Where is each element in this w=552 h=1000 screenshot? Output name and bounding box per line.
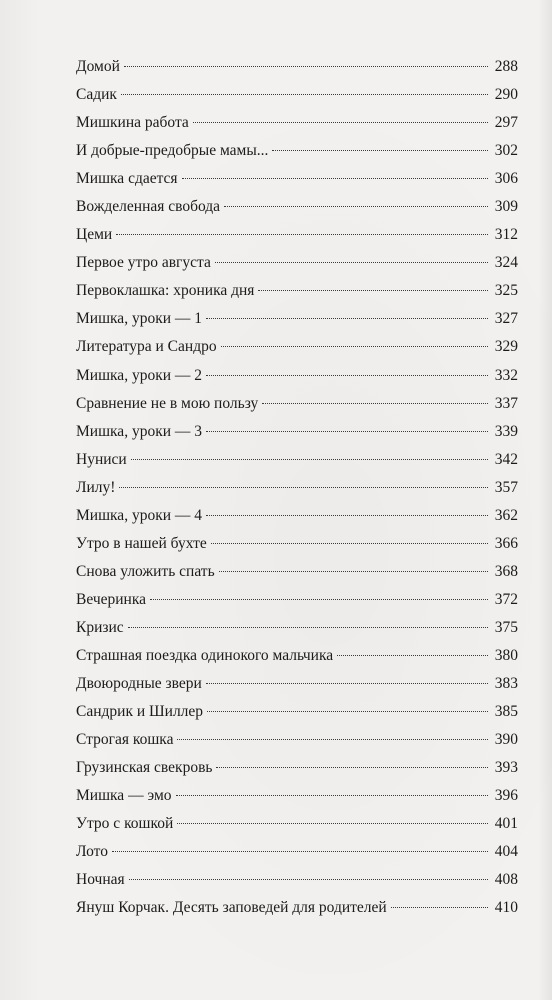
toc-entry-page: 339 (494, 422, 518, 440)
toc-entry (76, 474, 518, 502)
toc-entry (76, 446, 518, 474)
toc-entry-title: Домой (76, 58, 120, 75)
toc-entry (76, 333, 518, 361)
toc-entry (76, 782, 518, 810)
toc-entry-title: Ночная (76, 871, 125, 889)
toc-entry-page: 332 (494, 366, 518, 384)
toc-leader-dots (150, 599, 488, 600)
toc-entry (76, 810, 518, 838)
toc-leader-dots (207, 711, 488, 712)
toc-entry-title: Страшная поездка одинокого мальчика (76, 646, 334, 664)
toc-entry-page: 404 (494, 843, 518, 861)
toc-entry-title: Лилу! (76, 478, 116, 496)
toc-entry-title: Мишкина работа (76, 114, 189, 132)
toc-leader-dots (221, 346, 488, 347)
toc-entry-page: 309 (494, 198, 518, 216)
toc-entry-title: Садик (76, 86, 117, 104)
toc-entry (76, 838, 518, 866)
toc-entry (76, 670, 518, 698)
toc-leader-dots (176, 795, 488, 796)
toc-leader-dots (206, 318, 488, 319)
toc-entry-title: Сандрик и Шиллер (76, 703, 204, 721)
toc-entry (76, 754, 518, 782)
toc-leader-dots (224, 206, 488, 207)
toc-entry-title: Утро с кошкой (76, 815, 174, 833)
toc-entry-page: 383 (494, 675, 518, 693)
toc-entry (76, 698, 518, 726)
toc-entry (76, 502, 518, 530)
toc-entry-page: 312 (494, 226, 518, 244)
toc-leader-dots (391, 907, 488, 908)
toc-leader-dots (206, 515, 488, 516)
toc-entry (76, 221, 518, 249)
toc-entry-title: Мишка — эмо (76, 787, 172, 805)
toc-entry-title: Вечеринка (76, 590, 147, 608)
toc-entry-page: 329 (494, 338, 518, 356)
toc-entry-page: 372 (494, 590, 518, 608)
toc-entry (76, 109, 518, 137)
toc-entry-page: 288 (494, 58, 518, 75)
toc-entry-page: 325 (494, 282, 518, 300)
toc-leader-dots (131, 459, 488, 460)
toc-leader-dots (129, 879, 488, 880)
toc-leader-dots (177, 739, 488, 740)
toc-entry (76, 418, 518, 446)
toc-entry (76, 894, 518, 922)
toc-entry-page: 368 (494, 562, 518, 580)
toc-entry (76, 137, 518, 165)
toc-leader-dots (116, 234, 488, 235)
toc-leader-dots (215, 262, 488, 263)
toc-entry (76, 390, 518, 418)
toc-entry (76, 277, 518, 305)
toc-entry-page: 297 (494, 114, 518, 132)
toc-leader-dots (211, 543, 488, 544)
table-of-contents (76, 53, 518, 922)
toc-entry-page: 357 (494, 478, 518, 496)
toc-entry (76, 586, 518, 614)
toc-entry (76, 614, 518, 642)
toc-entry-title: И добрые-предобрые мамы... (76, 142, 269, 160)
toc-leader-dots (182, 178, 488, 179)
toc-entry-title: Вожделенная свобода (76, 198, 221, 216)
toc-entry-title: Грузинская свекровь (76, 759, 213, 777)
toc-leader-dots (219, 571, 488, 572)
toc-entry-title: Утро в нашей бухте (76, 534, 207, 552)
toc-entry-title: Строгая кошка (76, 731, 174, 749)
toc-entry-title: Литература и Сандро (76, 338, 217, 356)
toc-entry-page: 327 (494, 310, 518, 328)
toc-entry-page: 362 (494, 506, 518, 524)
toc-entry (76, 249, 518, 277)
toc-entry-title: Сравнение не в мою пользу (76, 394, 259, 412)
toc-entry-page: 337 (494, 394, 518, 412)
toc-entry (76, 193, 518, 221)
toc-leader-dots (121, 94, 488, 95)
toc-entry-title: Мишка, уроки — 2 (76, 366, 203, 384)
toc-leader-dots (206, 683, 488, 684)
toc-leader-dots (206, 431, 488, 432)
toc-entry-page: 410 (494, 899, 518, 917)
toc-entry (76, 866, 518, 894)
toc-entry (76, 165, 518, 193)
toc-entry-page: 302 (494, 142, 518, 160)
toc-entry-page: 380 (494, 646, 518, 664)
toc-entry-title: Кризис (76, 618, 124, 636)
toc-entry-page: 342 (494, 450, 518, 468)
toc-entry-page: 396 (494, 787, 518, 805)
toc-entry-title: Лото (76, 843, 108, 861)
toc-leader-dots (193, 122, 488, 123)
toc-entry (76, 726, 518, 754)
toc-entry (76, 530, 518, 558)
toc-entry-title: Первое утро августа (76, 254, 211, 272)
toc-entry-page: 366 (494, 534, 518, 552)
toc-entry-title: Снова уложить спать (76, 562, 215, 580)
toc-entry-title: Януш Корчак. Десять заповедей для родителей (76, 899, 387, 917)
toc-leader-dots (128, 627, 488, 628)
toc-entry-page: 375 (494, 618, 518, 636)
toc-leader-dots (112, 851, 488, 852)
toc-leader-dots (206, 375, 488, 376)
toc-leader-dots (258, 290, 488, 291)
toc-entry-title: Мишка, уроки — 3 (76, 422, 203, 440)
toc-entry-page: 401 (494, 815, 518, 833)
toc-leader-dots (119, 487, 488, 488)
toc-entry-page: 393 (494, 759, 518, 777)
toc-leader-dots (337, 655, 488, 656)
toc-entry-page: 408 (494, 871, 518, 889)
toc-leader-dots (216, 767, 488, 768)
toc-entry-title: Мишка сдается (76, 170, 178, 188)
toc-entry-page: 390 (494, 731, 518, 749)
toc-entry-title: Цеми (76, 226, 113, 244)
toc-entry (76, 305, 518, 333)
toc-entry (76, 558, 518, 586)
toc-entry-page: 290 (494, 86, 518, 104)
toc-entry (76, 642, 518, 670)
page-edge-shadow (538, 0, 552, 1000)
toc-leader-dots (177, 823, 488, 824)
toc-entry-title: Мишка, уроки — 4 (76, 506, 203, 524)
toc-leader-dots (124, 66, 488, 67)
toc-leader-dots (262, 403, 488, 404)
toc-entry-title: Нуниси (76, 450, 127, 468)
toc-leader-dots (272, 150, 488, 151)
toc-entry-page: 385 (494, 703, 518, 721)
toc-entry-page: 306 (494, 170, 518, 188)
toc-entry (76, 81, 518, 109)
toc-entry-title: Двоюродные звери (76, 675, 202, 693)
toc-entry-page: 324 (494, 254, 518, 272)
toc-entry-title: Мишка, уроки — 1 (76, 310, 203, 328)
toc-entry (76, 53, 518, 81)
toc-entry (76, 362, 518, 390)
toc-entry-title: Первоклашка: хроника дня (76, 282, 255, 300)
